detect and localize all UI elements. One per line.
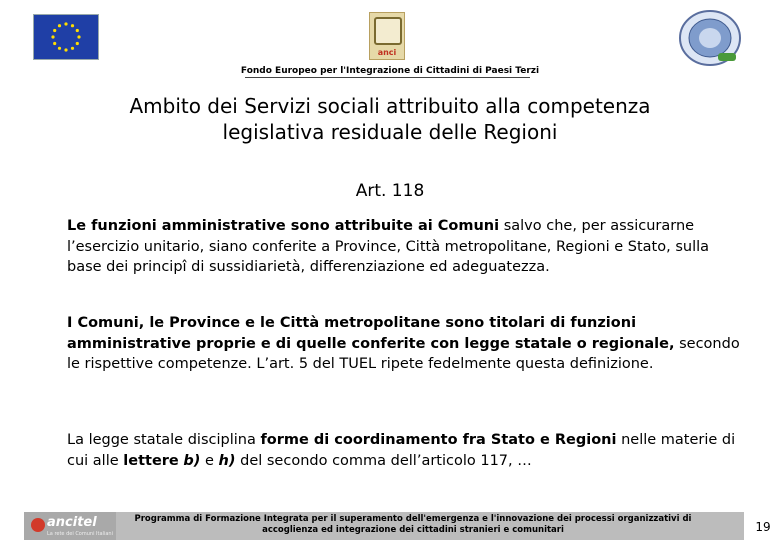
paragraph-3-text-3: e — [200, 452, 219, 469]
slide-title-line-1: Ambito dei Servizi sociali attribuito alla competenza — [129, 94, 651, 118]
paragraph-3-letter-h: h) — [218, 452, 236, 469]
eu-stars-icon — [34, 15, 98, 59]
ancitel-logo — [24, 512, 116, 540]
paragraph-3-text-2: nelle materie di cui alle — [67, 432, 736, 469]
footer-text — [120, 514, 706, 536]
paragraph-3-text-4: del secondo comma dell’articolo 117, … — [235, 452, 532, 469]
anci-logo-label: anci — [377, 48, 397, 57]
paragraph-3-text-1: La legge statale disciplina — [67, 432, 261, 448]
paragraph-3-bold-1: forme di coordinamento fra Stato e Regioni — [260, 432, 617, 448]
footer-text-line-2: accoglienza ed integrazione dei cittadini stranieri e comunitari — [262, 525, 564, 535]
anci-emblem-icon — [374, 17, 402, 45]
paragraph-3-letter-b: b) — [183, 452, 201, 469]
ancitel-ball-icon — [31, 518, 45, 532]
slide-title — [60, 93, 720, 145]
header-caption: Fondo Europeo per l'Integrazione di Cittadini di Paesi Terzi — [240, 66, 540, 76]
paragraph-3 — [67, 430, 747, 471]
paragraph-2-text: secondo le rispettive competenze. L’art. 5 del TUEL ripete fedelmente questa definizione. — [67, 335, 740, 372]
seal-logo — [678, 9, 742, 67]
page-number: 19 — [755, 520, 771, 534]
header-divider — [245, 77, 530, 78]
eu-flag-logo — [33, 14, 99, 60]
paragraph-3-bold-2: lettere — [123, 452, 179, 469]
anci-logo — [369, 12, 405, 60]
paragraph-2-bold: I Comuni, le Province e le Città metropolitane sono titolari di funzioni amministrative proprie e di quelle conferite con legge statale o regionale, — [67, 315, 675, 352]
slide-title-line-2: legislativa residuale delle Regioni — [222, 120, 558, 144]
footer-text-line-1: Programma di Formazione Integrata per il superamento dell'emergenza e l'innovazione dei processi organizzativi di — [134, 514, 692, 524]
ancitel-logo-text: ancitel — [47, 515, 97, 530]
paragraph-1 — [67, 216, 747, 278]
paragraph-2 — [67, 313, 747, 375]
article-heading: Art. 118 — [355, 181, 425, 201]
paragraph-1-bold: Le funzioni amministrative sono attribuite ai Comuni — [67, 218, 500, 234]
paragraph-1-text: salvo che, per assicurarne l’esercizio unitario, siano conferite a Province, Città metropolitane, Regioni e Stato, sulla base dei principî di sussidiarietà, differenziazione ed adeguatezza. — [67, 218, 710, 275]
ancitel-logo-subtext: La rete dei Comuni Italiani — [47, 531, 113, 537]
